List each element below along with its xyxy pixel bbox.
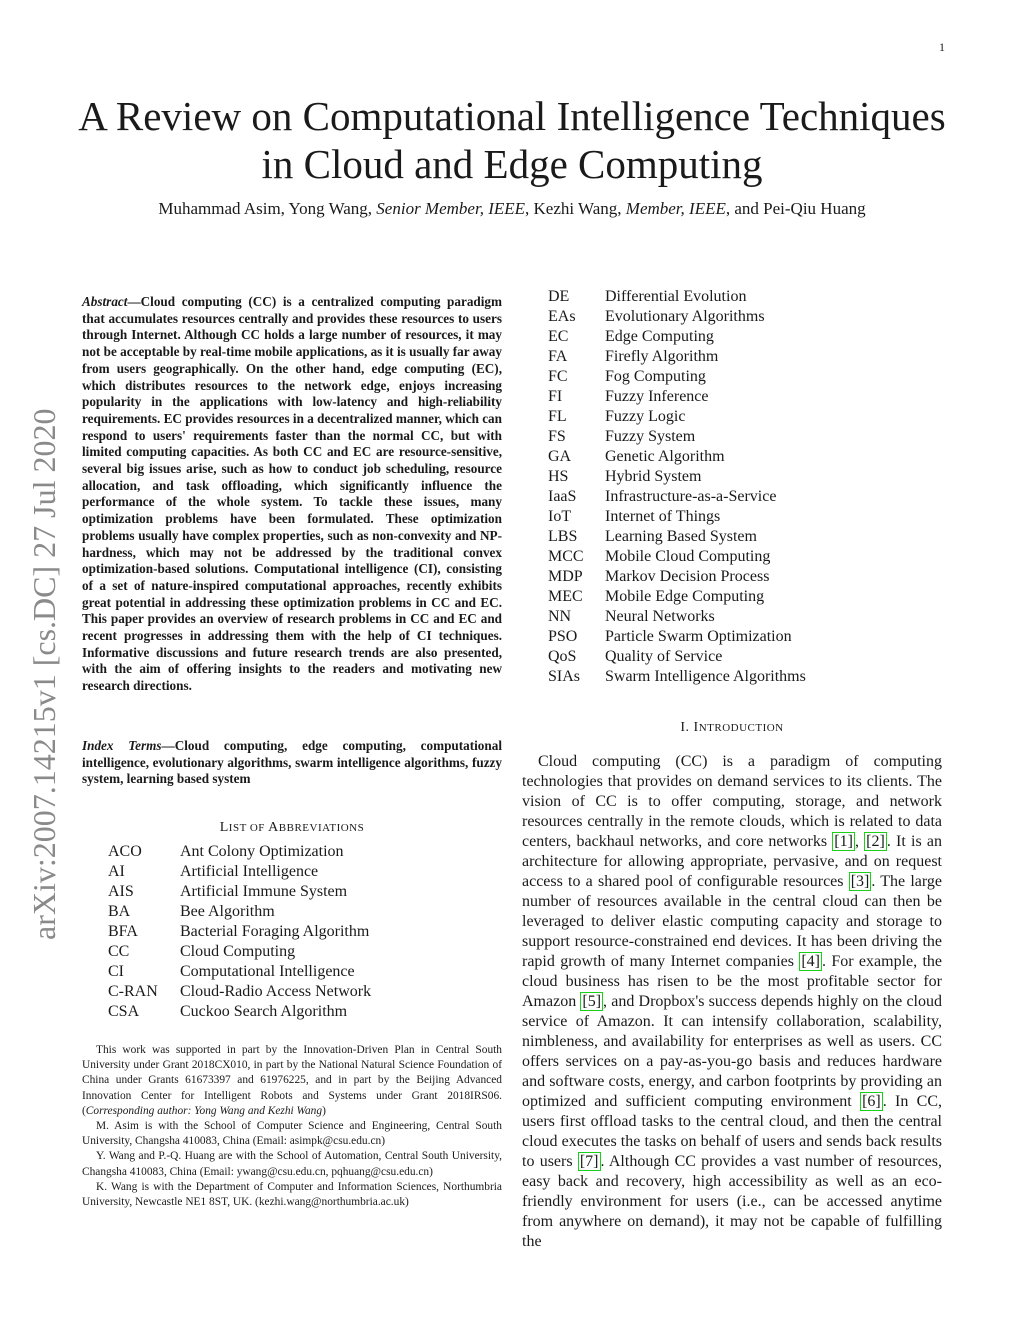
abbreviation-row <box>548 627 806 647</box>
abbreviation: NN <box>548 608 572 625</box>
intro-text-5: . For example, the cloud business has risen to be the most profitable sector for Amazon <box>522 953 943 1010</box>
intro-text-4: . The large number of resources available in the central cloud can then be leveraged to deliver elastic computing capacity and storage to support resource-constrained end devices. It has been driving the rapid growth of many Internet companies <box>522 873 943 970</box>
abbreviation: BA <box>108 903 131 920</box>
abbreviation-row <box>108 842 371 862</box>
title-line-1: A Review on Computational Intelligence Techniques <box>78 93 946 139</box>
abbr-heading-small-2: BBREVIATIONS <box>278 822 365 834</box>
abbreviation-row <box>548 507 806 527</box>
abbreviation: FA <box>548 348 568 365</box>
abbreviation-row <box>108 922 371 942</box>
abstract-text: —Cloud computing (CC) is a centralized computing paradigm that accumulates resources centrally and provides these resources to users through Internet. Although CC holds a large number of resources, it may not be acceptable by real-time mobile applications, as it is usually far away from users geographically. On the other hand, edge computing (EC), which distributes resources to the network edge, enjoys increasing popularity in the applications with low-latency and high-reliability requirements. EC provides resources in a decentralized manner, which can respond to users' requirements faster than the normal CC, but with limited computing capacities. As both CC and EC are resource-sensitive, several big issues arise, such as how to conduct job scheduling, resource allocation, and task offloading, which significantly influence the performance of the whole system. To tackle these issues, many optimization problems have been formulated. These optimization problems usually have complex properties, such as non-convexity and NP-hardness, which may not be addressed by the traditional convex optimization-based solutions. Computational intelligence (CI), consisting of a set of nature-inspired computational approaches, recently exhibits great potential in addressing these optimization problems in CC and EC. This paper provides an overview of research problems in CC and EC and recent progresses in addressing them with the help of CI techniques. Informative discussions and future research trends are also presented, with the aim of offering insights to the readers and motivating new research directions. <box>82 294 502 694</box>
abbreviation-expansion: Markov Decision Process <box>605 568 770 585</box>
citation-link[interactable]: [6] <box>862 1093 881 1110</box>
abbreviation: CSA <box>108 1003 140 1020</box>
abbreviation: MCC <box>548 548 584 565</box>
footnote-funding-end: ) <box>322 1104 326 1117</box>
intro-text-6: , and Dropbox's success depends highly on the cloud service of Amazon. It can intensify collaboration, scalability, nimbleness, and availability for enterprises as well as users. CC offers services on a pay-as-you-go basis and reduces hardware and software costs, energy, and carbon footprints by providing an optimized and sufficient computing environment <box>522 993 942 1110</box>
abbreviation-row <box>108 962 371 982</box>
abbreviation-row <box>108 942 371 962</box>
citation-link[interactable]: [1] <box>834 833 853 850</box>
abbreviation-expansion: Internet of Things <box>605 508 721 525</box>
authors-part-1: Muhammad Asim, Yong Wang, <box>158 199 377 218</box>
abbreviation-expansion: Artificial Intelligence <box>180 863 319 880</box>
abbreviation-expansion: Cuckoo Search Algorithm <box>180 1003 348 1020</box>
abbreviation-expansion: Evolutionary Algorithms <box>605 308 765 325</box>
abbreviation: GA <box>548 448 572 465</box>
abbreviation: MEC <box>548 588 583 605</box>
abbreviation-row <box>548 307 806 327</box>
abbreviation-expansion: Cloud-Radio Access Network <box>180 983 372 1000</box>
abbreviation-row <box>548 327 806 347</box>
abbreviation: PSO <box>548 628 578 645</box>
abbreviation: C-RAN <box>108 983 158 1000</box>
footnote-asim: M. Asim is with the School of Computer Science and Engineering, Central South University, Changsha 410083, China (Email: asimpk@csu.edu.cn) <box>82 1120 502 1148</box>
abbreviation-row <box>548 607 806 627</box>
abbreviation-row <box>548 407 806 427</box>
abbreviation-row <box>548 567 806 587</box>
abbreviation: QoS <box>548 648 577 665</box>
abbreviation: FL <box>548 408 567 425</box>
title-line-2: in Cloud and Edge Computing <box>261 141 763 187</box>
abbreviation-expansion: Computational Intelligence <box>180 963 355 980</box>
index-terms-label: Index Terms <box>82 738 162 753</box>
abbreviations-heading <box>82 820 502 836</box>
intro-text-1: Cloud computing (CC) is a paradigm of computing technologies that provides on demand services to its clients. The vision of CC is to offer computing, storage, and network resources centrally in the remote clouds, which is related to data centers, backhaul networks, and core networks <box>522 753 942 850</box>
citation-link[interactable]: [7] <box>579 1153 599 1170</box>
abbreviation-expansion: Firefly Algorithm <box>605 348 719 365</box>
abbreviation-row <box>108 1002 371 1022</box>
abbreviation-expansion: Mobile Edge Computing <box>605 588 765 605</box>
abbreviation: DE <box>548 288 570 305</box>
footnotes <box>82 1043 502 1210</box>
abbreviation: AI <box>108 863 125 880</box>
intro-text-2: , <box>854 833 865 850</box>
abbreviation: EAs <box>548 308 576 325</box>
abbreviation-row <box>548 487 806 507</box>
abbreviation-row <box>548 547 806 567</box>
footnote-corresponding: Corresponding author: Yong Wang and Kezhi Wang <box>85 1104 323 1117</box>
abbreviation: FI <box>548 388 563 405</box>
abbreviation-expansion: Neural Networks <box>605 608 715 625</box>
intro-text-8: . Although CC provides a vast number of resources, easy back and recovery, high accessibility as well as an eco-friendly environment for users (i.e., can be accessed anytime from anywhere on demand), it may not be capable of fulfilling the <box>522 1153 943 1250</box>
page-number: 1 <box>939 40 945 54</box>
abbreviation-expansion: Quality of Service <box>605 648 723 665</box>
arxiv-identifier: arXiv:2007.14215v1 [cs.DC] 27 Jul 2020 <box>26 408 62 940</box>
paper-title <box>60 92 964 188</box>
abbreviation-list-right <box>548 287 806 687</box>
abbreviation: IoT <box>548 508 572 525</box>
author-role-2: Member, IEEE <box>625 199 726 218</box>
intro-text-7: . In CC, users first offload tasks to the central cloud, and then the central cloud executes the tasks on behalf of users and sends back results to users <box>522 1093 943 1170</box>
abbreviation-expansion: Differential Evolution <box>605 288 747 305</box>
authors-part-3: , and Pei-Qiu Huang <box>725 199 866 218</box>
introduction-heading <box>522 720 942 736</box>
abbreviation-row <box>548 447 806 467</box>
abbreviation-expansion: Cloud Computing <box>180 943 296 960</box>
abbreviation-row <box>548 387 806 407</box>
abbreviation-row <box>548 367 806 387</box>
abbreviation: FS <box>548 428 566 445</box>
citation-link[interactable]: [3] <box>850 873 870 890</box>
abbreviation: SIAs <box>548 668 581 685</box>
abbreviation-expansion: Fuzzy Logic <box>605 408 686 425</box>
author-list <box>60 198 964 220</box>
abbreviation: BFA <box>108 923 138 940</box>
footnote-funding <box>82 1043 502 1119</box>
abbreviation-expansion: Particle Swarm Optimization <box>605 628 792 645</box>
abbreviation: LBS <box>548 528 578 545</box>
abbreviation-row <box>548 347 806 367</box>
abbreviation-expansion: Fuzzy System <box>605 428 696 445</box>
abbreviation-row <box>548 647 806 667</box>
abbreviation-expansion: Learning Based System <box>605 528 757 545</box>
abbreviation: HS <box>548 468 569 485</box>
abbreviation: ACO <box>108 843 142 860</box>
author-role-1: Senior Member, IEEE <box>376 199 526 218</box>
abbreviation-expansion: Genetic Algorithm <box>605 448 725 465</box>
abbreviation-row <box>108 902 371 922</box>
abstract-label: Abstract <box>82 294 128 309</box>
introduction-paragraph <box>522 752 942 1252</box>
citation-link[interactable]: [2] <box>866 833 885 850</box>
abbreviation-expansion: Bee Algorithm <box>180 903 275 920</box>
citation-link[interactable]: [4] <box>801 953 820 970</box>
authors-part-2: , Kezhi Wang, <box>525 199 626 218</box>
section-heading-small: NTRODUCTION <box>698 722 784 734</box>
abbreviation-row <box>548 527 806 547</box>
abbreviation-row <box>548 427 806 447</box>
abbreviation-expansion: Edge Computing <box>605 328 714 345</box>
abbreviation-expansion: Infrastructure-as-a-Service <box>605 488 777 505</box>
abbreviation-row <box>108 862 371 882</box>
abbreviation: AIS <box>108 883 134 900</box>
abbreviation-expansion: Swarm Intelligence Algorithms <box>605 668 806 685</box>
footnote-wang-huang: Y. Wang and P.-Q. Huang are with the School of Automation, Central South University, Changsha 410083, China (Email: ywang@csu.edu.cn, pqhuang@csu.edu.cn) <box>82 1150 502 1178</box>
abstract <box>82 294 502 695</box>
abbreviation-row <box>548 667 806 687</box>
abbreviation-expansion: Bacterial Foraging Algorithm <box>180 923 370 940</box>
citation-link[interactable]: [5] <box>582 993 602 1010</box>
section-numeral: I. <box>680 720 694 735</box>
abbreviation-expansion: Mobile Cloud Computing <box>605 548 771 565</box>
footnote-kwang: K. Wang is with the Department of Computer and Information Sciences, Northumbria University, Newcastle NE1 8ST, UK. (kezhi.wang@northumbria.ac.uk) <box>82 1180 502 1209</box>
abbreviation-expansion: Hybrid System <box>605 468 702 485</box>
index-terms <box>82 738 502 788</box>
abbreviation-row <box>108 982 371 1002</box>
abbreviation-expansion: Ant Colony Optimization <box>180 843 344 860</box>
abbreviation-expansion: Fuzzy Inference <box>605 388 709 405</box>
abbreviation: EC <box>548 328 569 345</box>
abbreviation-row <box>548 467 806 487</box>
abbreviation: CI <box>108 963 124 980</box>
abbreviation: MDP <box>548 568 583 585</box>
abbreviation-expansion: Artificial Immune System <box>180 883 348 900</box>
footnote-funding-text: This work was supported in part by the Innovation-Driven Plan in Central South University under Grant 2018CX010, in part by the National Natural Science Foundation of China under Grants 61673397 and 61976225, and in part by the Beijing Advanced Innovation Center for Intelligent Robots and Systems under Grant 2018IRS06. ( <box>82 1044 502 1117</box>
section-heading-cap: I <box>693 720 699 735</box>
intro-text-3: . It is an architecture for allowing appropriate, pervasive, and on request access to a shared pool of configurable resources <box>522 833 943 890</box>
abbreviation: IaaS <box>548 488 577 505</box>
abbreviation-expansion: Fog Computing <box>605 368 706 385</box>
abbreviation: CC <box>108 943 130 960</box>
abbreviation-row <box>548 287 806 307</box>
abbr-heading-small-1: IST OF <box>228 822 269 834</box>
abbreviation: FC <box>548 368 568 385</box>
index-terms-text: —Cloud computing, edge computing, computational intelligence, evolutionary algorithms, swarm intelligence algorithms, fuzzy system, learning based system <box>82 738 502 787</box>
abbreviation-row <box>548 587 806 607</box>
abbreviation-list-left <box>108 842 371 1022</box>
abbr-heading-cap-1: L <box>219 820 229 835</box>
abbreviation-row <box>108 882 371 902</box>
abbr-heading-cap-2: A <box>268 820 279 835</box>
